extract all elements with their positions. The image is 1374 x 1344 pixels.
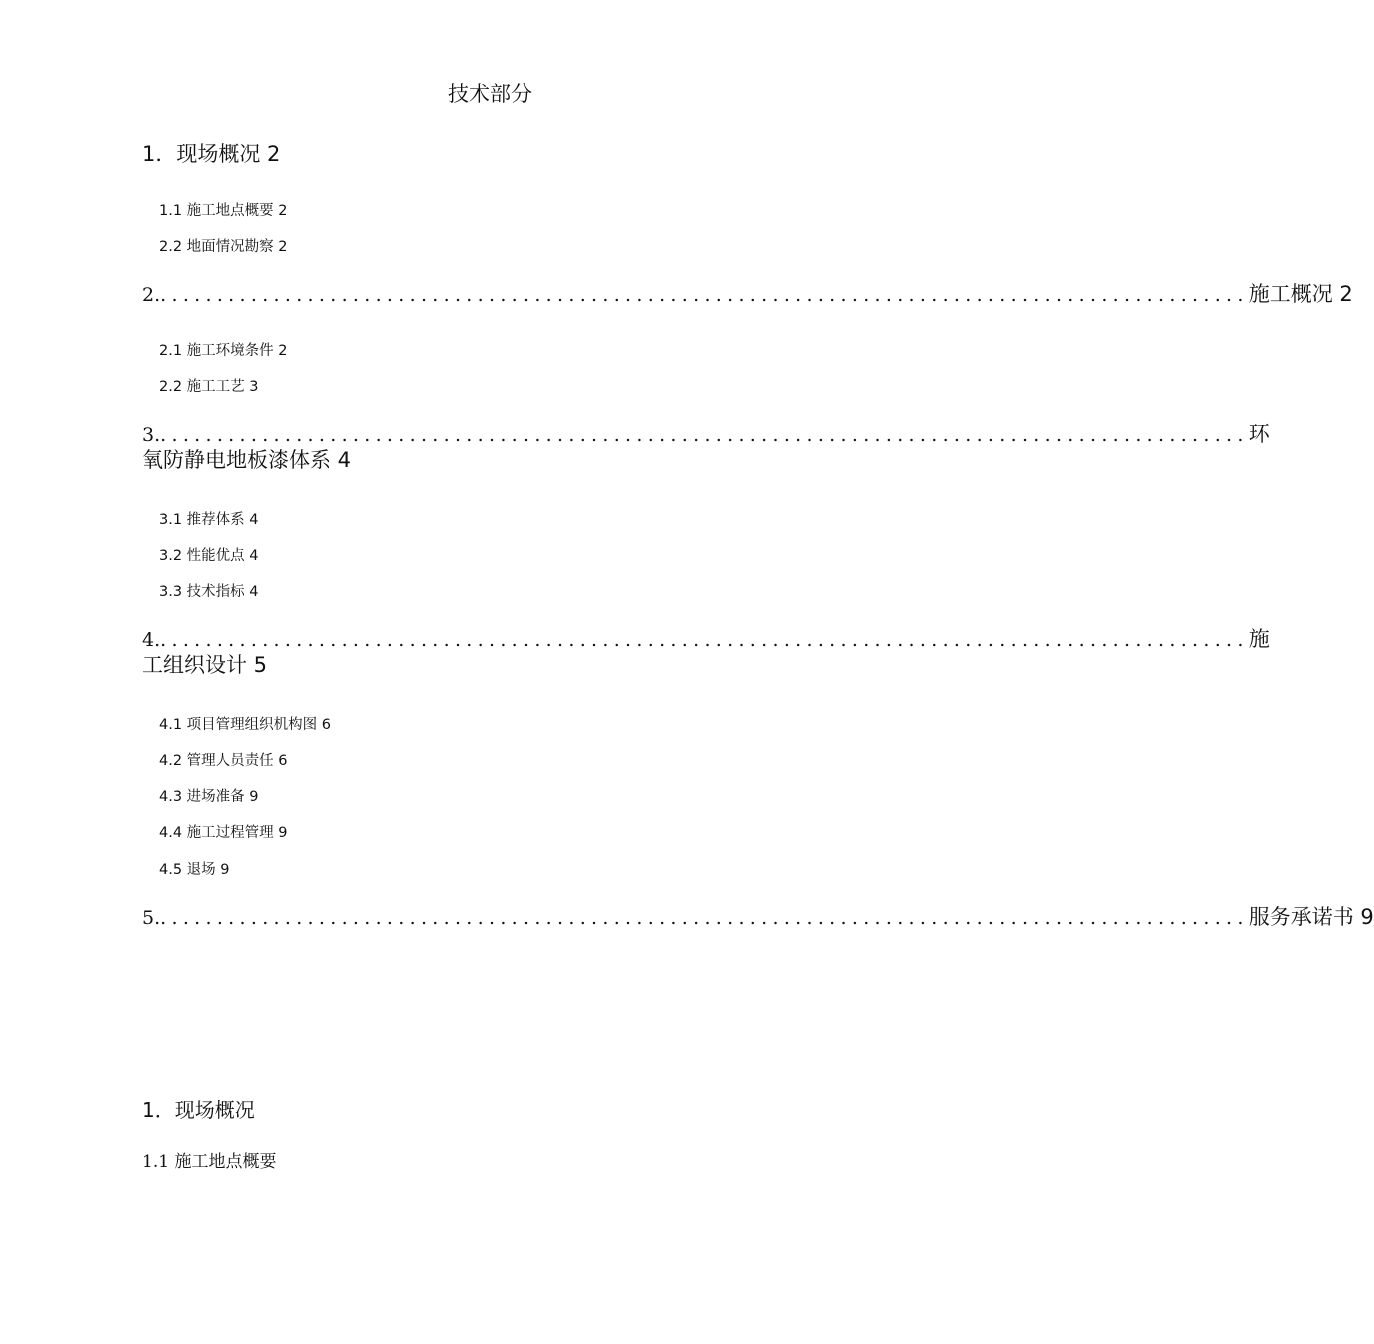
page-title: 技术部分	[448, 82, 532, 106]
toc-entry-3-1[interactable]: 3.1 推荐体系 4	[159, 512, 259, 528]
toc-entry-4-label-start: 施	[1248, 627, 1270, 651]
toc-entry-5-number: 5.	[142, 907, 161, 929]
toc-entry-2-2[interactable]: 2.2 施工工艺 3	[159, 379, 259, 395]
toc-entry-3-3[interactable]: 3.3 技术指标 4	[159, 584, 259, 600]
toc-entry-4-number: 4.	[142, 629, 161, 651]
toc-entry-4-3[interactable]: 4.3 进场准备 9	[159, 789, 259, 805]
toc-entry-5-label: 服务承诺书 9	[1248, 905, 1374, 929]
section-heading-1: 1．现场概况	[142, 1098, 255, 1122]
toc-entry-4-2[interactable]: 4.2 管理人员责任 6	[159, 753, 288, 769]
toc-entry-2[interactable]	[142, 280, 1353, 309]
toc-entry-4-4[interactable]: 4.4 施工过程管理 9	[159, 825, 288, 841]
toc-entry-4-leader: ................................................................................................	[160, 629, 1249, 651]
toc-entry-1-2[interactable]: 2.2 地面情况勘察 2	[159, 239, 288, 255]
toc-entry-5[interactable]	[142, 903, 1374, 932]
toc-entry-3-number: 3.	[142, 424, 161, 446]
toc-entry-3-leader: ................................................................................................	[160, 424, 1249, 446]
toc-entry-1[interactable]: 1．现场概况 2	[142, 142, 281, 166]
toc-entry-2-1[interactable]: 2.1 施工环境条件 2	[159, 343, 288, 359]
toc-entry-1-1[interactable]: 1.1 施工地点概要 2	[159, 203, 288, 219]
toc-entry-4[interactable]	[142, 625, 1270, 654]
toc-entry-2-label: 施工概况 2	[1248, 282, 1353, 306]
toc-entry-2-leader: ................................................................................................	[160, 284, 1249, 306]
toc-entry-3-2[interactable]: 3.2 性能优点 4	[159, 548, 259, 564]
section-heading-1-1: 1.1 施工地点概要	[142, 1152, 277, 1172]
toc-entry-2-number: 2.	[142, 284, 161, 306]
toc-entry-3[interactable]	[142, 420, 1270, 449]
toc-entry-3-label-start: 环	[1248, 422, 1270, 446]
toc-entry-4-label-continued[interactable]: 工组织设计 5	[142, 653, 268, 677]
toc-entry-4-5[interactable]: 4.5 退场 9	[159, 862, 230, 878]
toc-entry-4-1[interactable]: 4.1 项目管理组织机构图 6	[159, 717, 332, 733]
toc-entry-3-label-continued[interactable]: 氧防静电地板漆体系 4	[142, 448, 352, 472]
toc-entry-5-leader: ................................................................................................	[160, 907, 1249, 929]
